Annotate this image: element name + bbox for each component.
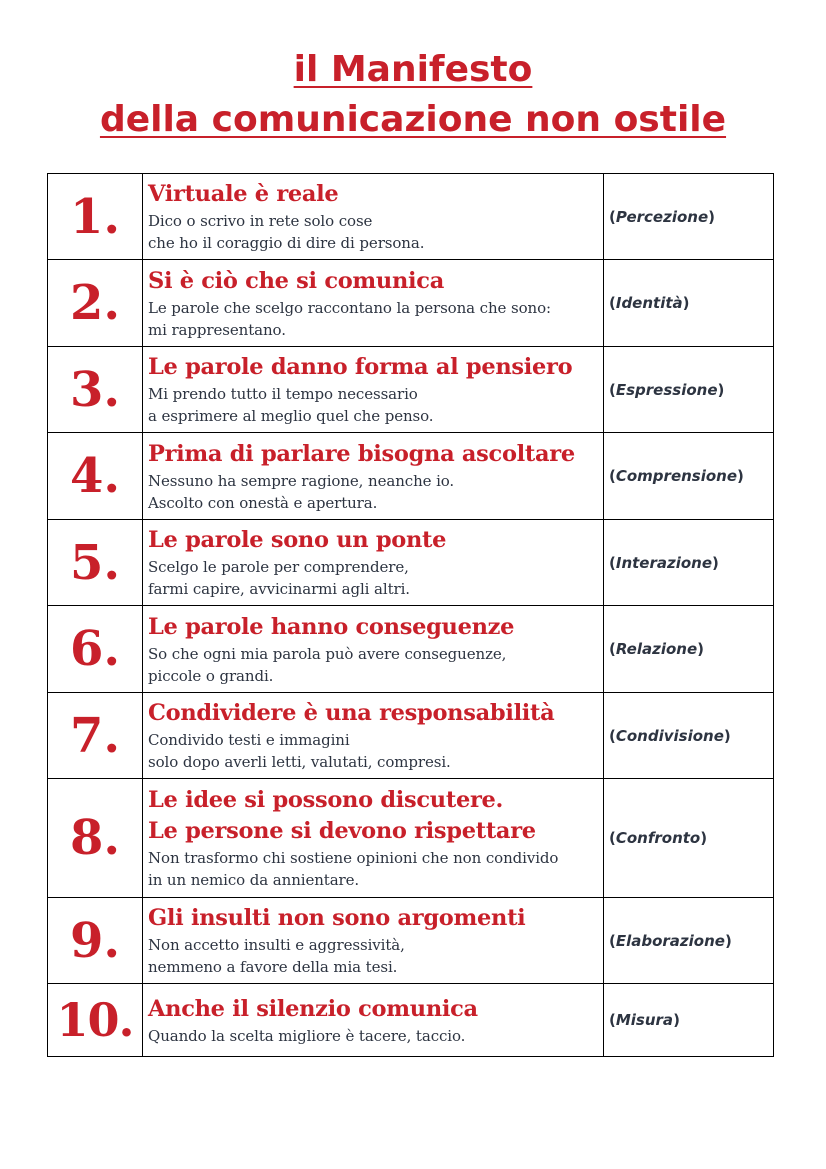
item-number: 2. <box>48 260 143 347</box>
document-title-line-2: della comunicazione non ostile <box>99 99 727 140</box>
item-text-cell <box>143 260 604 347</box>
item-keyword-cell: (Comprensione) <box>604 433 774 520</box>
item-heading: Si è ciò che si comunica <box>148 267 444 294</box>
item-description-line: Non trasformo chi sostiene opinioni che non condivido <box>148 849 559 867</box>
item-heading: Le persone si devono rispettare <box>148 818 536 844</box>
item-description-line: Dico o scrivo in rete solo cose <box>148 212 373 230</box>
item-keyword: Percezione <box>615 207 709 226</box>
item-heading: Le parole sono un ponte <box>148 527 447 553</box>
item-description-line: solo dopo averli letti, valutati, compresi. <box>148 753 451 771</box>
item-description-line: Quando la scelta migliore è tacere, taccio. <box>148 1026 466 1045</box>
manifesto-row-8 <box>48 779 774 898</box>
manifesto-row-9 <box>48 898 774 984</box>
item-heading: Gli insulti non sono argomenti <box>148 905 526 931</box>
item-keyword: Interazione <box>615 553 713 572</box>
item-text-cell <box>143 520 604 606</box>
item-text-cell <box>143 347 604 433</box>
item-number: 8. <box>48 779 143 898</box>
item-description-line: nemmeno a favore della mia tesi. <box>148 958 398 976</box>
item-description-line: farmi capire, avvicinarmi agli altri. <box>148 580 410 598</box>
manifesto-table <box>47 173 774 1057</box>
item-keyword-cell: (Interazione) <box>604 520 774 606</box>
manifesto-row-7 <box>48 693 774 779</box>
item-keyword-cell: (Percezione) <box>604 174 774 260</box>
item-description-line: Mi prendo tutto il tempo necessario <box>148 385 418 403</box>
item-keyword: Identità <box>615 294 683 312</box>
manifesto-row-1 <box>48 174 774 260</box>
item-heading: Prima di parlare bisogna ascoltare <box>148 440 575 467</box>
item-text-cell <box>143 606 604 693</box>
manifesto-row-4 <box>48 433 774 520</box>
item-number: 9. <box>48 898 143 984</box>
manifesto-row-6 <box>48 606 774 693</box>
item-description-line: Ascolto con onestà e apertura. <box>148 493 378 512</box>
item-keyword: Comprensione <box>615 467 738 485</box>
item-keyword-cell: (Confronto) <box>604 779 774 898</box>
item-number: 3. <box>48 347 143 433</box>
item-heading: Virtuale è reale <box>148 181 339 207</box>
item-keyword-cell: (Condivisione) <box>604 693 774 779</box>
item-keyword: Misura <box>615 1011 674 1029</box>
item-text-cell <box>143 898 604 984</box>
item-description-line: che ho il coraggio di dire di persona. <box>148 234 425 252</box>
item-description-line: a esprimere al meglio quel che penso. <box>148 407 434 425</box>
item-description-line: mi rappresentano. <box>148 320 286 339</box>
item-number: 7. <box>48 693 143 779</box>
item-keyword: Relazione <box>615 640 698 658</box>
item-description-line: Condivido testi e immagini <box>148 731 350 749</box>
item-description-line: So che ogni mia parola può avere conseguenze, <box>148 644 507 663</box>
item-description-line: in un nemico da annientare. <box>148 871 360 889</box>
item-text-cell <box>143 433 604 520</box>
document-title-line-1: il Manifesto <box>293 49 533 90</box>
item-text-cell <box>143 174 604 260</box>
manifesto-row-3 <box>48 347 774 433</box>
item-description-line: Le parole che scelgo raccontano la persona che sono: <box>148 298 551 317</box>
item-text-cell <box>143 693 604 779</box>
item-keyword: Condivisione <box>615 726 724 745</box>
item-description-line: Nessuno ha sempre ragione, neanche io. <box>148 471 455 490</box>
item-heading: Condividere è una responsabilità <box>148 700 555 726</box>
item-keyword-cell: (Misura) <box>604 984 774 1057</box>
item-text-cell <box>143 779 604 898</box>
item-number: 5. <box>48 520 143 606</box>
item-number: 4. <box>48 433 143 520</box>
item-description-line: piccole o grandi. <box>148 666 274 685</box>
item-number: 6. <box>48 606 143 693</box>
item-keyword: Confronto <box>615 829 701 847</box>
item-keyword-cell: (Relazione) <box>604 606 774 693</box>
item-heading: Anche il silenzio comunica <box>148 995 478 1022</box>
item-keyword: Elaborazione <box>615 931 725 950</box>
item-number: 10. <box>48 984 143 1057</box>
item-description-line: Non accetto insulti e aggressività, <box>148 936 405 954</box>
manifesto-row-10 <box>48 984 774 1057</box>
item-number: 1. <box>48 174 143 260</box>
item-keyword-cell: (Elaborazione) <box>604 898 774 984</box>
item-keyword-cell: (Identità) <box>604 260 774 347</box>
item-keyword-cell: (Espressione) <box>604 347 774 433</box>
item-heading: Le idee si possono discutere. <box>148 787 504 813</box>
item-keyword: Espressione <box>615 380 718 399</box>
item-text-cell <box>143 984 604 1057</box>
manifesto-row-2 <box>48 260 774 347</box>
item-heading: Le parole hanno conseguenze <box>148 613 515 640</box>
manifesto-row-5 <box>48 520 774 606</box>
item-description-line: Scelgo le parole per comprendere, <box>148 558 409 576</box>
item-heading: Le parole danno forma al pensiero <box>148 354 573 380</box>
manifesto-rows <box>48 174 774 1057</box>
